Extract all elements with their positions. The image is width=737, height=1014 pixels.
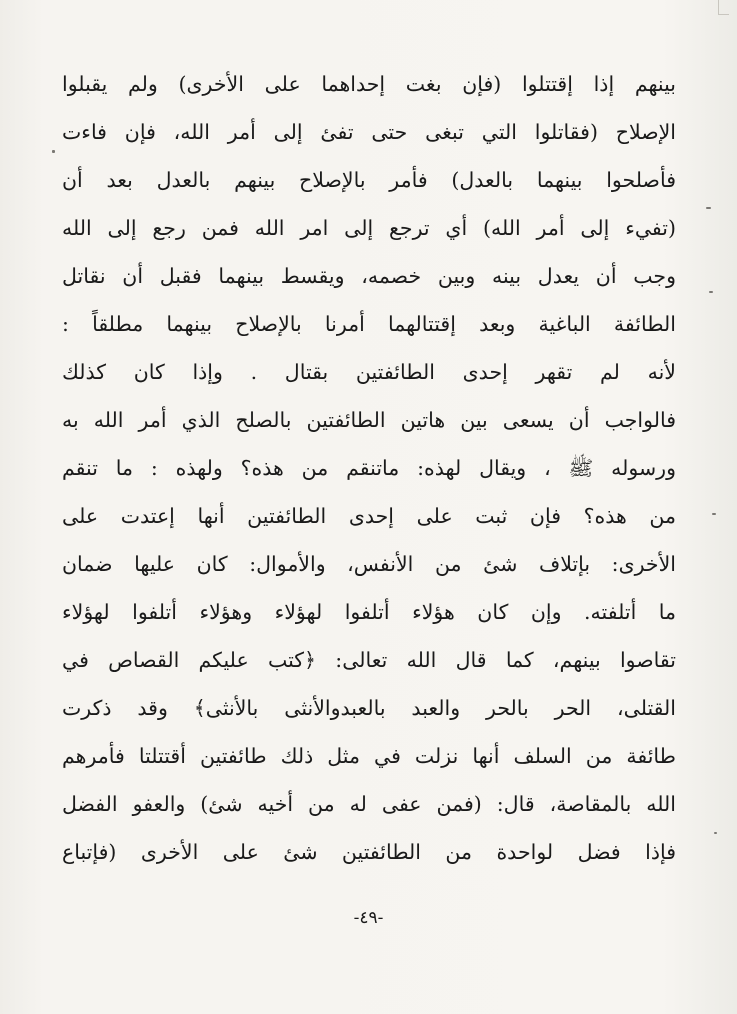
scan-speck <box>709 291 713 293</box>
page-number: -٤٩- <box>353 908 384 928</box>
text-line: الطائفة الباغية وبعد إقتتالهما أمرنا بالإصلاح بينهما مطلقاً : <box>62 312 676 336</box>
text-line: ورسوله ﷺ ، ويقال لهذه: ماتنقم من هذه؟ ولهذه : ما تنقم <box>62 456 676 480</box>
scan-speck <box>706 207 711 209</box>
text-line: الله بالمقاصة، قال: (فمن عفى له من أخيه شئ) والعفو الفضل <box>62 792 676 816</box>
text-line: تقاصوا بينهم، كما قال الله تعالى: ﴿كتب عليكم القصاص في <box>62 648 676 672</box>
scan-speck <box>712 513 716 515</box>
text-line: فالواجب أن يسعى بين هاتين الطائفتين بالصلح الذي أمر الله به <box>62 408 676 432</box>
text-line: الأخرى: بإتلاف شئ من الأنفس، والأموال: كان عليها ضمان <box>62 552 676 576</box>
scan-speck <box>714 832 717 834</box>
text-line: وجب أن يعدل بينه وبين خصمه، ويقسط بينهما فقبل أن نقاتل <box>62 264 676 288</box>
text-line: لأنه لم تقهر إحدى الطائفتين بقتال . وإذا كان كذلك <box>62 360 676 384</box>
body-text <box>62 60 676 876</box>
text-line: فأصلحوا بينهما بالعدل) فأمر بالإصلاح بينهم بالعدل بعد أن <box>62 168 676 192</box>
scan-speck <box>52 150 55 153</box>
text-line: (تفيء إلى أمر الله) أي ترجع إلى امر الله فمن رجع إلى الله <box>62 216 676 240</box>
text-line: ما أتلفته. وإن كان هؤلاء أتلفوا لهؤلاء وهؤلاء أتلفوا لهؤلاء <box>62 600 676 624</box>
text-line: طائفة من السلف أنها نزلت في مثل ذلك طائفتين أقتتلتا فأمرهم <box>62 744 676 768</box>
page-corner-mark <box>718 0 729 15</box>
text-line: فإذا فضل لواحدة من الطائفتين شئ على الأخرى (فإتباع <box>62 840 676 864</box>
text-line: من هذه؟ فإن ثبت على إحدى الطائفتين أنها إعتدت على <box>62 504 676 528</box>
text-line: بينهم إذا إقتتلوا (فإن بغت إحداهما على الأخرى) ولم يقبلوا <box>62 72 676 96</box>
text-line: القتلى، الحر بالحر والعبد بالعبدوالأنثى بالأنثى﴾ وقد ذكرت <box>62 696 676 720</box>
text-line: الإصلاح (فقاتلوا التي تبغى حتى تفئ إلى أمر الله، فإن فاءت <box>62 120 676 144</box>
